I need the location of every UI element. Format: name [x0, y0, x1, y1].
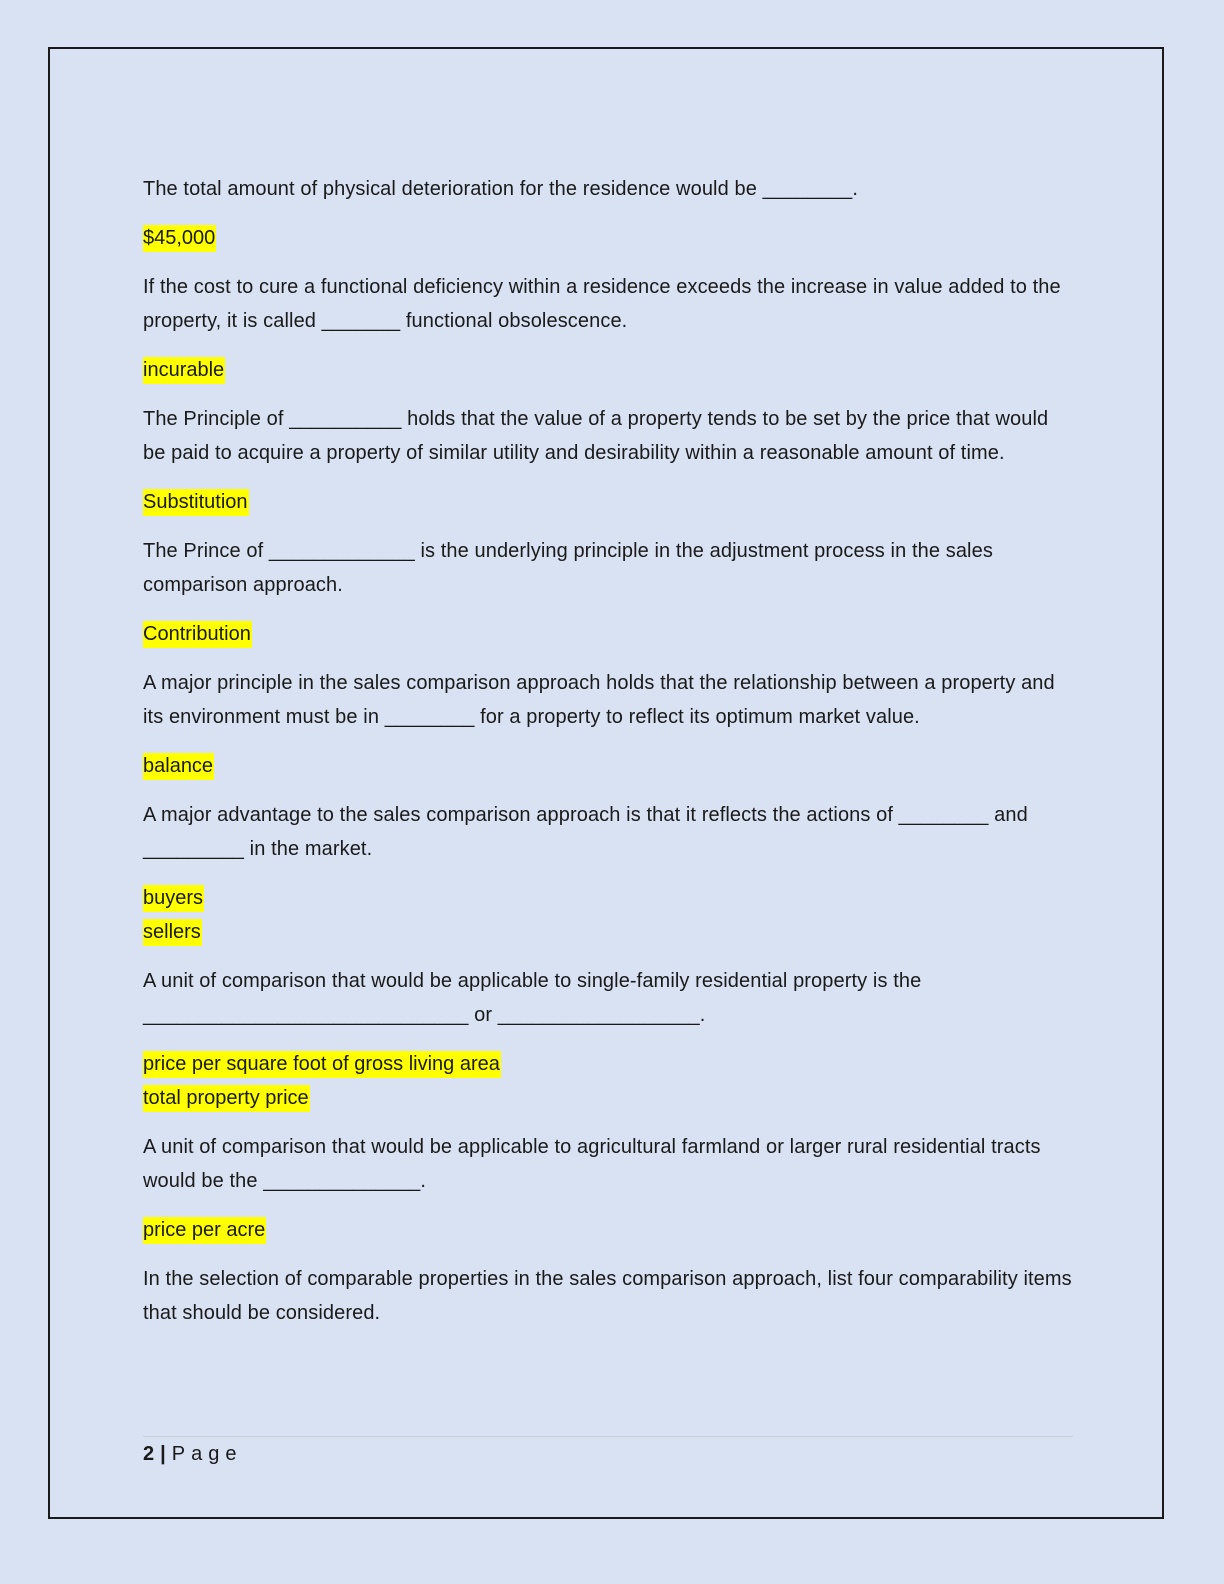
- answer-group-6: [143, 881, 1073, 949]
- footer-divider: [143, 1436, 1073, 1437]
- answer-highlight: $45,000: [143, 221, 1073, 255]
- answer-highlight: price per square foot of gross living area: [143, 1047, 1073, 1081]
- page-label: Page: [171, 1443, 243, 1465]
- page-number: 2: [143, 1443, 155, 1465]
- footer-separator: |: [160, 1443, 166, 1465]
- question-6: A major advantage to the sales comparison approach is that it reflects the actions of ________ and _________ in the market.: [143, 804, 1028, 860]
- answer-group-8: [143, 1213, 1073, 1247]
- question-5: A major principle in the sales comparison approach holds that the relationship between a property and its environment must be in ________ for a property to reflect its optimum market value.: [143, 672, 1055, 728]
- question-8: A unit of comparison that would be applicable to agricultural farmland or larger rural residential tracts would be the ______________.: [143, 1136, 1041, 1192]
- answer-group-5: [143, 749, 1073, 783]
- answer-highlight: price per acre: [143, 1213, 1073, 1247]
- answer-highlight: sellers: [143, 915, 1073, 949]
- answer-group-3: [143, 485, 1073, 519]
- answer-highlight: Substitution: [143, 485, 1073, 519]
- answer-highlight: Contribution: [143, 617, 1073, 651]
- answer-highlight: total property price: [143, 1081, 1073, 1115]
- answer-group-2: [143, 353, 1073, 387]
- question-1: The total amount of physical deterioration for the residence would be ________.: [143, 178, 859, 200]
- answer-group-4: [143, 617, 1073, 651]
- answer-highlight: incurable: [143, 353, 1073, 387]
- page-footer: [143, 1440, 242, 1468]
- answer-highlight: buyers: [143, 881, 1073, 915]
- question-3: The Principle of __________ holds that the value of a property tends to be set by the price that would be paid to acquire a property of similar utility and desirability within a reasonable amount of time.: [143, 408, 1049, 464]
- answer-group-1: [143, 221, 1073, 255]
- document-body: [143, 172, 1073, 1330]
- answer-group-7: [143, 1047, 1073, 1115]
- answer-highlight: balance: [143, 749, 1073, 783]
- question-4: The Prince of _____________ is the underlying principle in the adjustment process in the sales comparison approach.: [143, 540, 993, 596]
- question-9: In the selection of comparable properties in the sales comparison approach, list four comparability items that should be considered.: [143, 1268, 1072, 1324]
- question-7: A unit of comparison that would be applicable to single-family residential property is the _____________________________ or __________________.: [143, 970, 922, 1026]
- question-2: If the cost to cure a functional deficiency within a residence exceeds the increase in value added to the property, it is called _______ functional obsolescence.: [143, 276, 1061, 332]
